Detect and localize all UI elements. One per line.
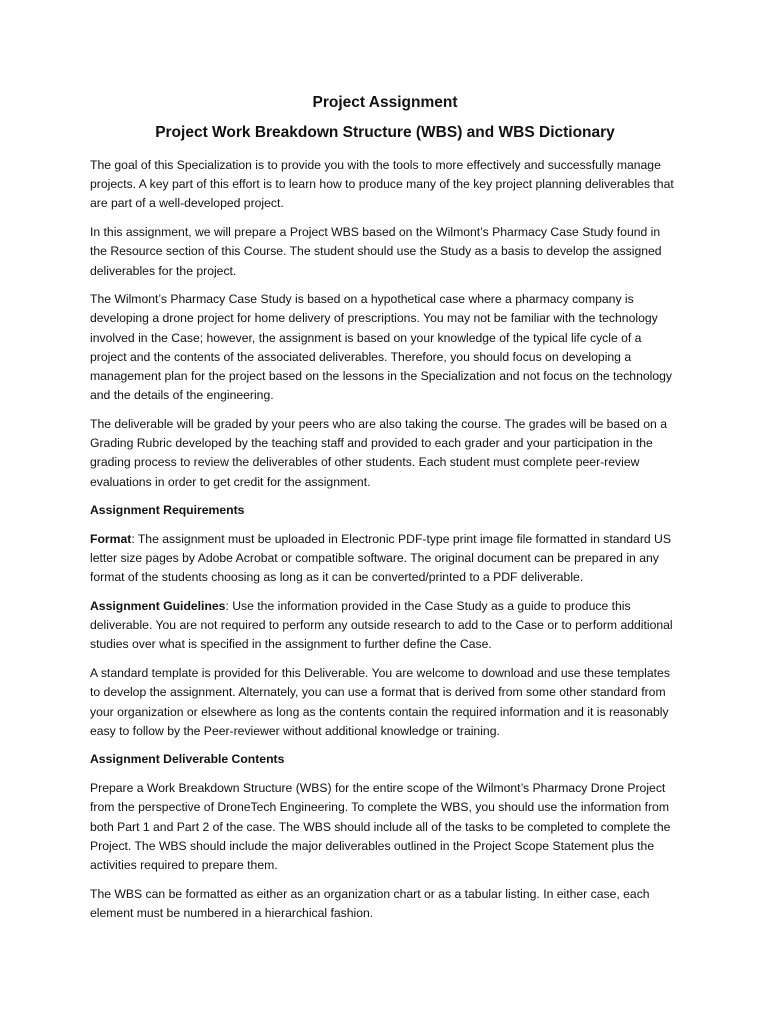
guidelines-label: Assignment Guidelines (90, 599, 226, 614)
guidelines-text: : Use the information provided in the Case Study as a guide to produce this deliverable. You are not required to perform any outside research to add to the Case or to perform additional studies over what is specified in the assignment to further define the Case. (90, 599, 673, 652)
case-study-paragraph: The Wilmont’s Pharmacy Case Study is based on a hypothetical case where a pharmacy company is developing a drone project for home delivery of prescriptions. You may not be familiar with the technology involved in the Case; however, the assignment is based on your knowledge of the typical life cycle of a project and the contents of the associated deliverables. Therefore, you should focus on developing a management plan for the project based on the lessons in the Specialization and not focus on the technology and the details of the engineering. (90, 292, 673, 403)
requirements-heading: Assignment Requirements (90, 503, 245, 518)
intro-paragraph: The goal of this Specialization is to provide you with the tools to more effectively and successfully manage projects. A key part of this effort is to learn how to produce many of the key project planning deliverables that are part of a well-developed project. (90, 158, 674, 211)
template-paragraph: A standard template is provided for this Deliverable. You are welcome to download and use these templates to develop the assignment. Alternately, you can use a format that is derived from some other standard from your organization or elsewhere as long as the contents contain the required information and it is reasonably easy to follow by the Peer-reviewer without additional knowledge or training. (90, 666, 670, 738)
wbs-scope-paragraph: Prepare a Work Breakdown Structure (WBS) for the entire scope of the Wilmont’s Pharmacy Drone Project from the perspective of DroneTech Engineering. To complete the WBS, you should use the information from both Part 1 and Part 2 of the case. The WBS should include all of the tasks to be completed to complete the Project. The WBS should include the major deliverables outlined in the Project Scope Statement plus the activities required to prepare them. (90, 781, 671, 872)
wbs-format-paragraph: The WBS can be formatted as either as an organization chart or as a tabular listing. In either case, each element must be numbered in a hierarchical fashion. (90, 886, 650, 920)
format-label: Format (90, 531, 132, 546)
contents-heading: Assignment Deliverable Contents (90, 752, 285, 767)
format-text: : The assignment must be uploaded in Electronic PDF-type print image file formatted in standard US letter size pages by Adobe Acrobat or compatible software. The original document can be prepared in any format of the students choosing as long as it can be converted/printed to a PDF deliverable. (90, 531, 671, 585)
document-body (90, 92, 680, 933)
grading-paragraph: The deliverable will be graded by your peers who are also taking the course. The grades will be based on a Grading Rubric developed by the teaching staff and provided to each grader and your participation in the grading process to review the deliverables of other students. Each student must complete peer-review evaluations in order to get credit for the assignment. (90, 416, 667, 489)
assignment-overview-paragraph: In this assignment, we will prepare a Project WBS based on the Wilmont’s Pharmacy Case Study found in the Resource section of this Course. The student should use the Study as a basis to develop the assigned deliverables for the project. (90, 225, 662, 278)
document-subtitle: Project Work Breakdown Structure (WBS) and WBS Dictionary (155, 124, 615, 141)
format-paragraph (90, 530, 680, 588)
document-title: Project Assignment (312, 94, 458, 111)
guidelines-paragraph (90, 597, 680, 655)
